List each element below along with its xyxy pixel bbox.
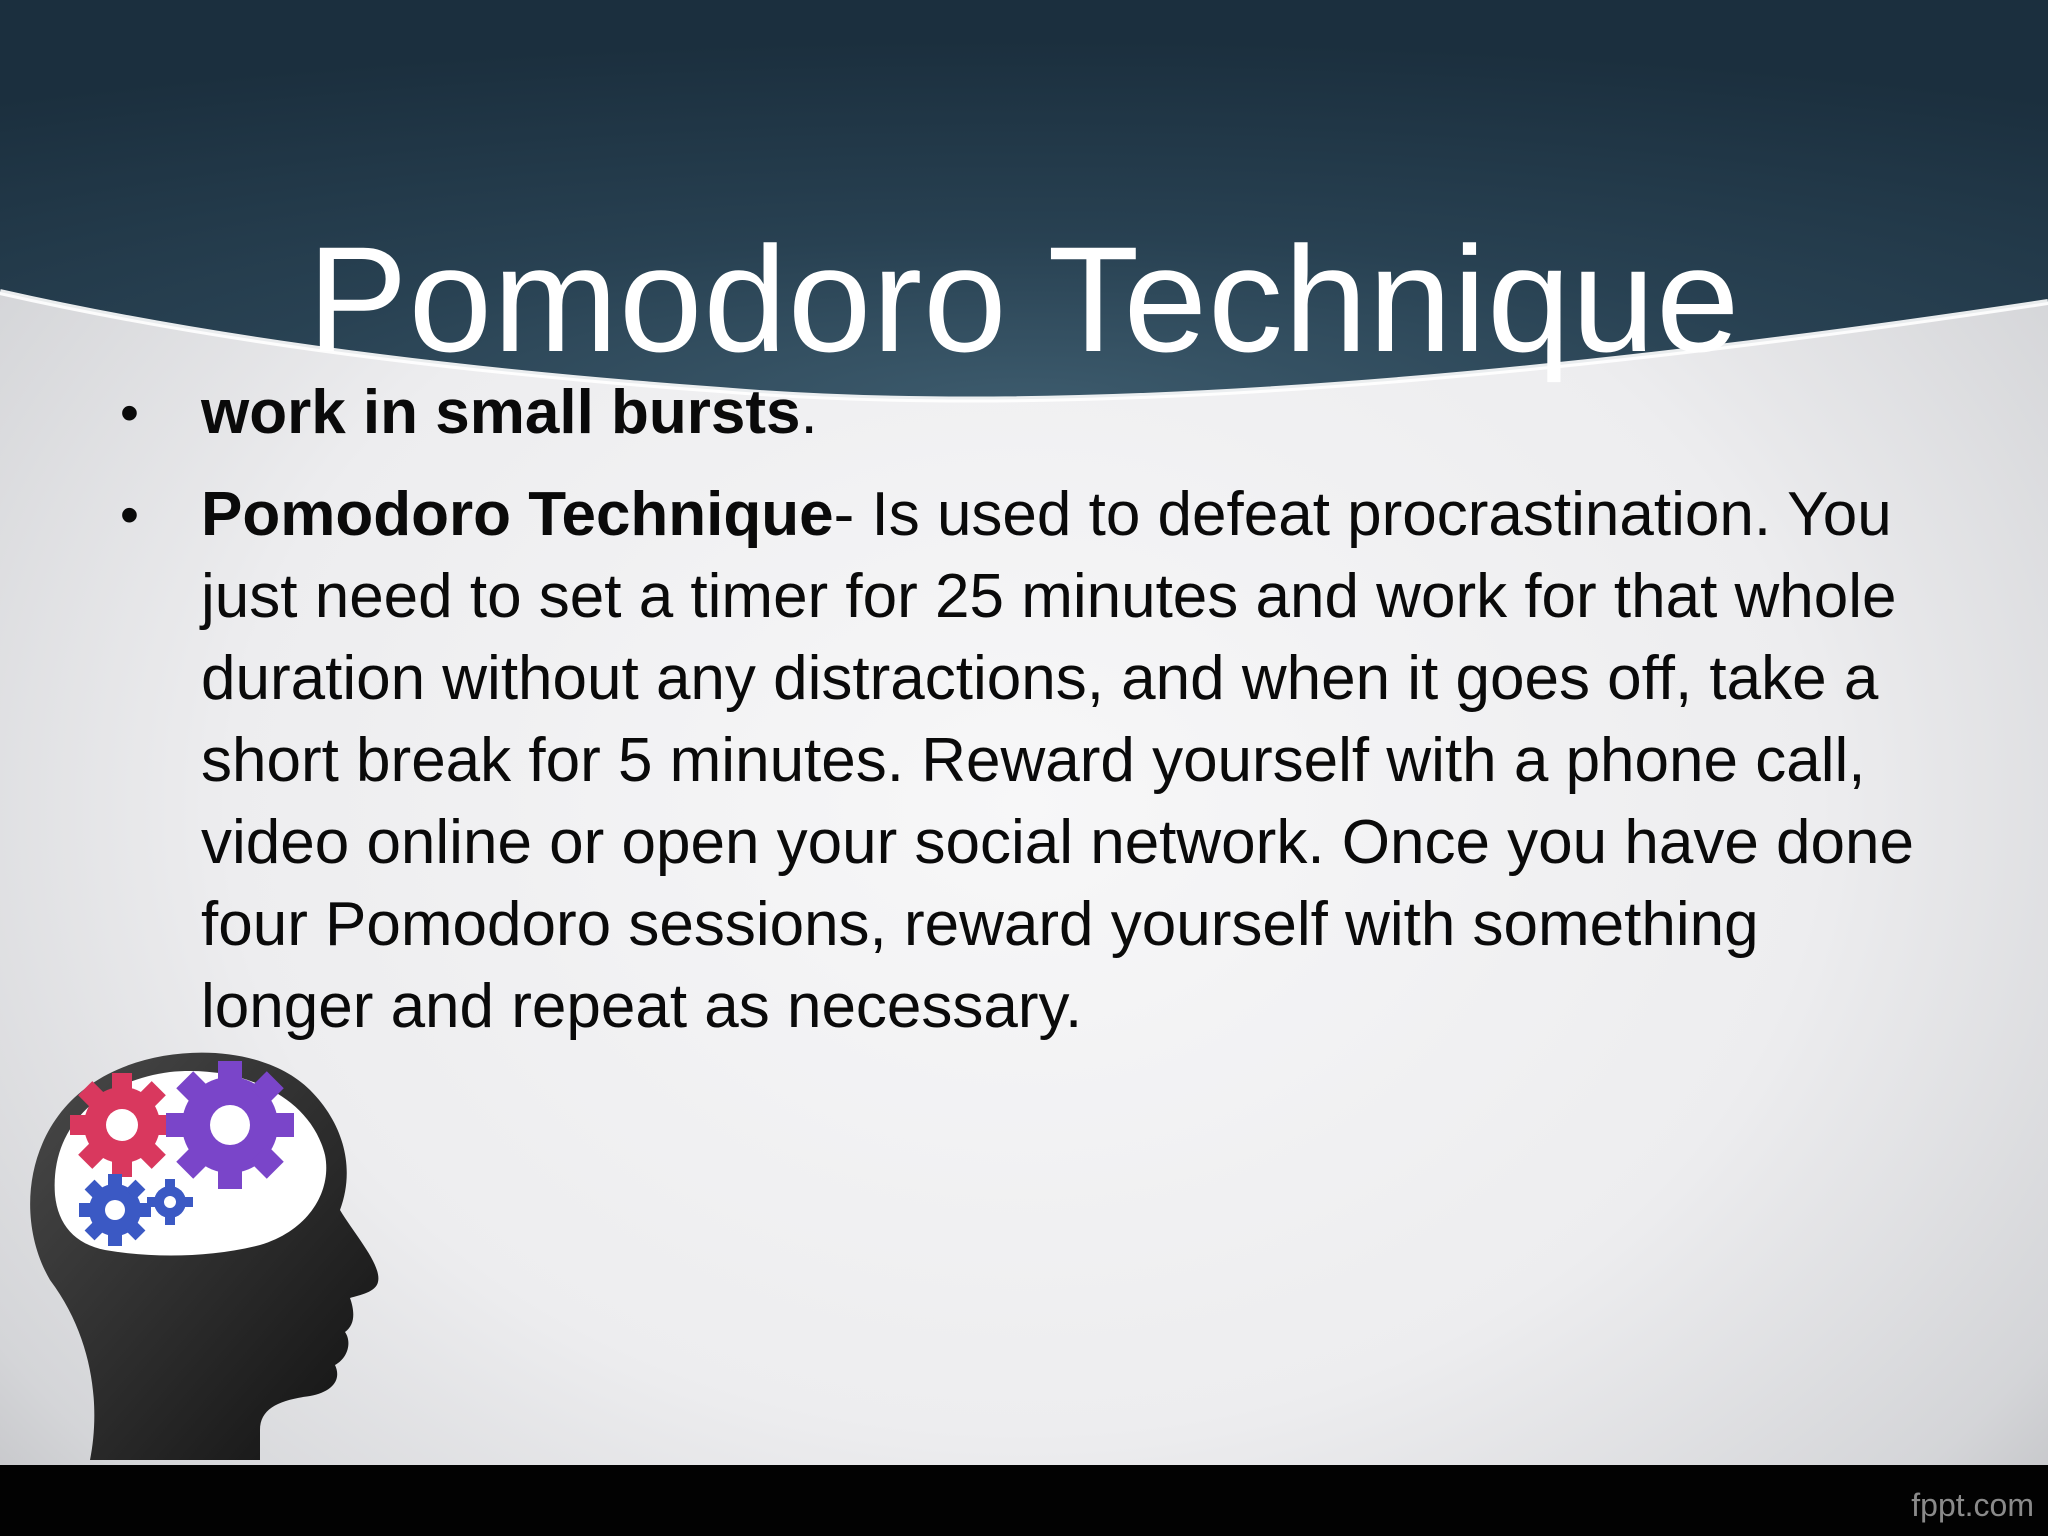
bullet-item (120, 474, 1930, 1048)
footer-brand: fppt.com (1911, 1487, 2034, 1523)
bullet-icon: • (120, 383, 139, 443)
bullet-item (120, 372, 1930, 454)
bullet-text: . (800, 378, 818, 447)
bullet-bold-text: Pomodoro Technique (201, 480, 834, 549)
bullet-icon: • (120, 485, 139, 545)
footer-bar (0, 1465, 2048, 1536)
bullet-text: - Is used to defeat procrastination. You just need to set a timer for 25 minutes and work for that whole duration without any distractions, and when it goes off, take a short break for 5 minutes. Reward yourself with a phone call, video online or open your social network. Once you have done four Pomodoro sessions, reward yourself with something longer and repeat as necessary. (201, 480, 1914, 1041)
head-with-gears-icon (10, 1020, 430, 1460)
slide-title: Pomodoro Technique (307, 214, 1741, 383)
bullet-list (120, 372, 1930, 1048)
bullet-bold-text: work in small bursts (201, 378, 801, 447)
